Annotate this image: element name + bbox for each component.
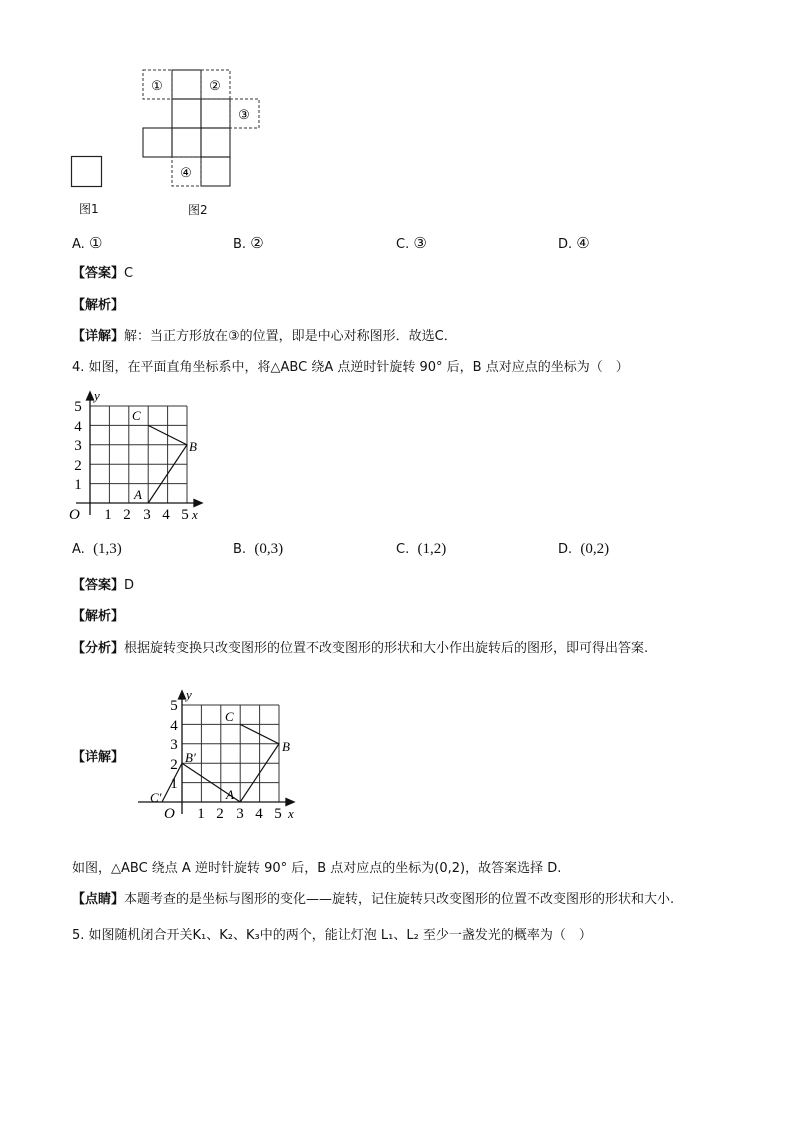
q3-option-b: B. ② (233, 234, 264, 252)
g2-ytick-4: 4 (170, 718, 178, 734)
g2-point-a: A (226, 787, 234, 802)
q4-detail-tag: 【详解】 (72, 750, 125, 765)
g2-y-label: y (186, 687, 192, 702)
q4-stem: 4. 如图，在平面直角坐标系中，将△ABC 绕A 点逆时针旋转 90° 后，B 点对应点的坐标为（ ） (72, 360, 629, 375)
g1-xtick-1: 1 (104, 507, 112, 523)
g2-point-c: C (225, 709, 234, 724)
g1-ytick-3: 3 (74, 438, 82, 454)
figure-2 (140, 68, 264, 190)
slot-2-label: ② (209, 78, 221, 93)
q4-answer: 【答案】D (72, 578, 135, 593)
g1-ytick-5: 5 (74, 399, 82, 415)
g1-xtick-4: 4 (162, 507, 170, 523)
slot-4-label: ④ (180, 165, 192, 180)
q4-option-c: C. (1,2) (396, 541, 447, 557)
g2-xtick-5: 5 (274, 806, 282, 822)
g1-xtick-2: 2 (123, 507, 131, 523)
g1-ytick-1: 1 (74, 477, 82, 493)
g1-xtick-5: 5 (181, 507, 189, 523)
g2-ytick-2: 2 (170, 757, 178, 773)
g2-origin: O (164, 806, 175, 822)
figure-1-label: 图1 (79, 202, 99, 216)
g1-y-label: y (94, 388, 100, 403)
q4-option-d: D. (0,2) (558, 541, 610, 557)
q5-stem: 5. 如图随机闭合开关K₁、K₂、K₃中的两个，能让灯泡 L₁、L₂ 至少一盏发光的概率为（ ） (72, 928, 592, 943)
g1-point-a: A (134, 487, 142, 502)
q3-analysis-tag: 【解析】 (72, 298, 125, 313)
g2-point-b-prime: B′ (185, 750, 196, 765)
g2-point-b: B (282, 739, 290, 754)
g1-point-c: C (132, 408, 141, 423)
q3-answer: 【答案】C (72, 266, 134, 281)
g1-x-label: x (192, 507, 198, 522)
g2-xtick-1: 1 (197, 806, 205, 822)
g2-xtick-3: 3 (236, 806, 244, 822)
q3-option-c: C. ③ (396, 234, 427, 252)
q4-graph-2 (134, 686, 304, 826)
g2-ytick-3: 3 (170, 737, 178, 753)
g2-point-c-prime: C′ (150, 790, 162, 805)
g1-point-b: B (189, 439, 197, 454)
g2-ytick-5: 5 (170, 698, 178, 714)
q4-graph-1 (66, 388, 206, 526)
g2-x-label: x (288, 806, 294, 821)
g1-ytick-4: 4 (74, 419, 82, 435)
q4-option-a: A. (1,3) (72, 541, 122, 557)
g2-xtick-4: 4 (255, 806, 263, 822)
g1-xtick-3: 3 (143, 507, 151, 523)
q4-analysis-tag: 【解析】 (72, 609, 125, 624)
q4-dianjing: 【点睛】本题考查的是坐标与图形的变化——旋转，记住旋转只改变图形的位置不改变图形的形状和大小. (72, 892, 675, 907)
figure-1 (70, 155, 104, 189)
g1-ytick-2: 2 (74, 458, 82, 474)
figure-2-label: 图2 (188, 203, 208, 217)
slot-1-label: ① (151, 78, 163, 93)
q3-option-a: A. ① (72, 234, 103, 252)
slot-3-label: ③ (238, 107, 250, 122)
q4-option-b: B. (0,3) (233, 541, 284, 557)
g2-xtick-2: 2 (216, 806, 224, 822)
g1-origin: O (69, 507, 80, 523)
q4-conclusion: 如图，△ABC 绕点 A 逆时针旋转 90° 后，B 点对应点的坐标为(0,2)，故答案选择 D. (72, 861, 562, 876)
q3-option-d: D. ④ (558, 234, 590, 252)
q3-detail: 【详解】解：当正方形放在③的位置，即是中心对称图形．故选C． (72, 329, 457, 344)
q4-fenxi: 【分析】根据旋转变换只改变图形的位置不改变图形的形状和大小作出旋转后的图形，即可得出答案. (72, 641, 649, 656)
g2-ytick-1: 1 (170, 776, 178, 792)
